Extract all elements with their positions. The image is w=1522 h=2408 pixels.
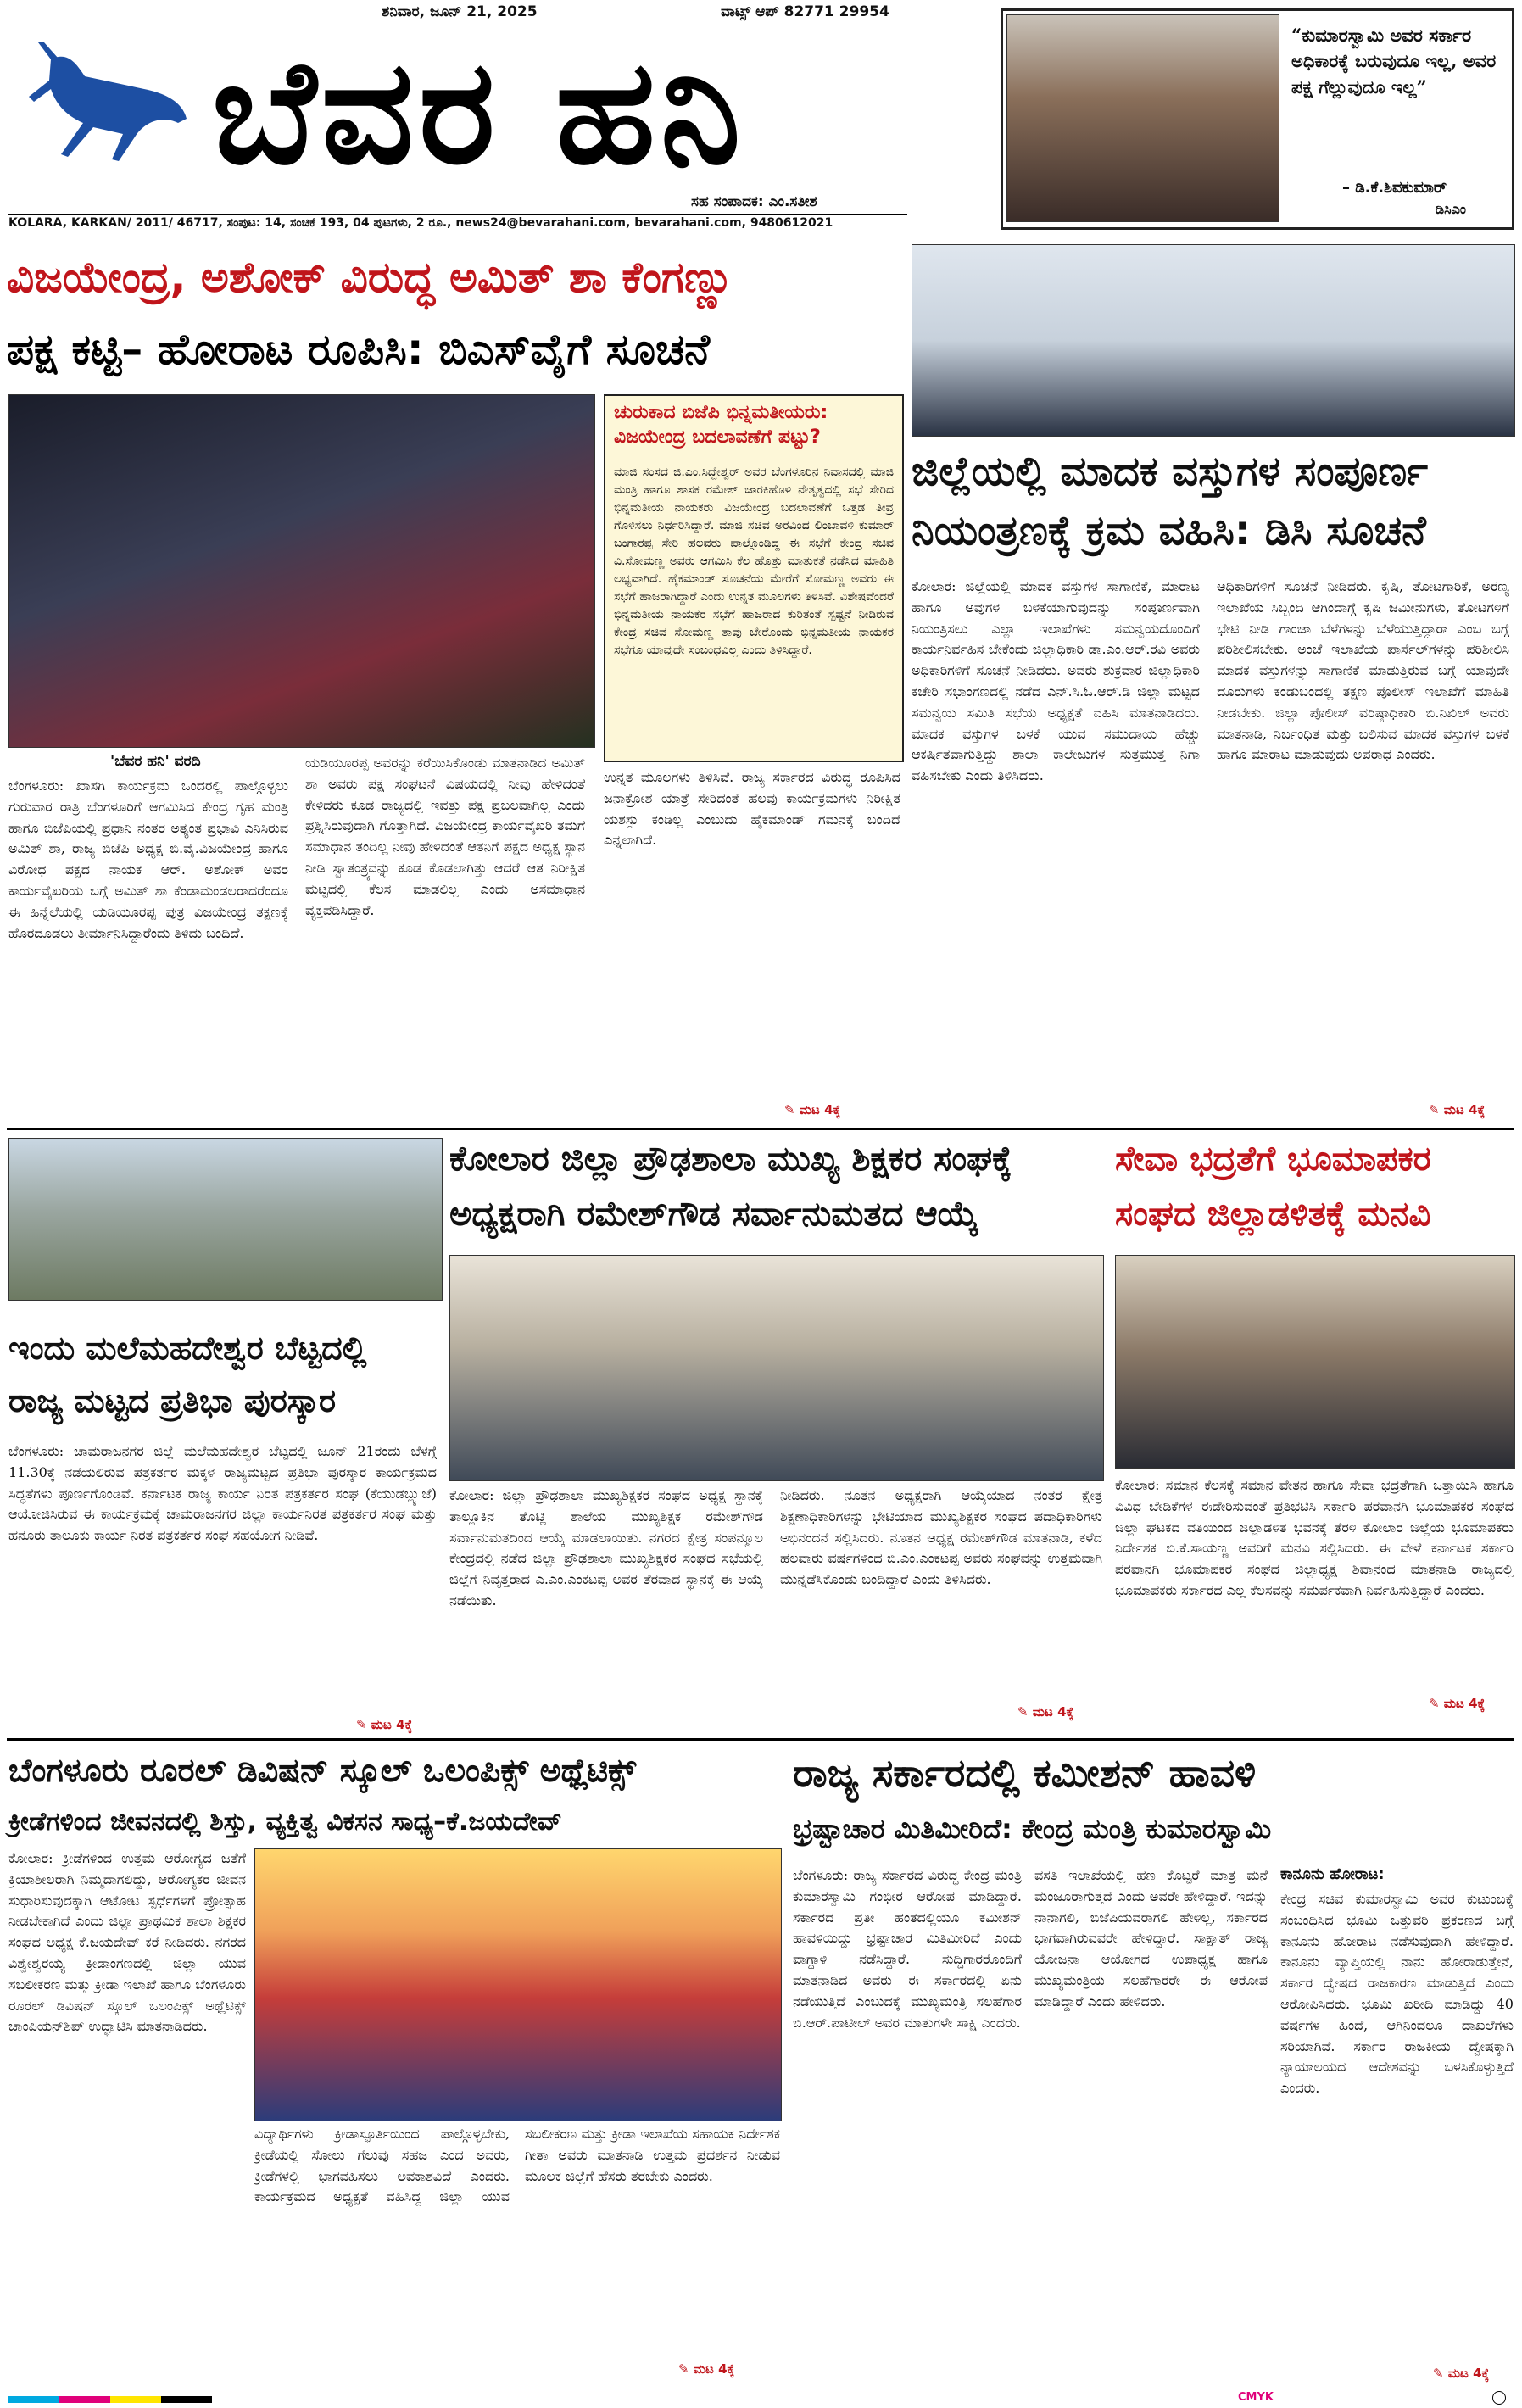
registration-mark-icon (1492, 2391, 1506, 2405)
drug-headline-1: ಜಿಲ್ಲೆಯಲ್ಲಿ ಮಾದಕ ವಸ್ತುಗಳ ಸಂಪೂರ್ಣ (912, 448, 1429, 495)
left-mid-continued[interactable]: ✎ ಮಟ 4ಕ್ಕೆ (356, 1717, 413, 1732)
legal-column-title: ಕಾನೂನು ಹೋರಾಟ: (1280, 1865, 1385, 1883)
footer-strip (0, 2389, 1522, 2408)
divider-row-1 (7, 1128, 1514, 1130)
commission-headline-2: ಭ್ರಷ್ಟಾಚಾರ ಮಿತಿಮೀರಿದೆ: ಕೇಂದ್ರ ಮಂತ್ರಿ ಕುಮಾರಸ್ವಾಮಿ (793, 1813, 1272, 1845)
olympics-stage-photo (254, 1848, 782, 2121)
quote-box (1001, 8, 1514, 230)
amit-shah-photo (8, 394, 595, 748)
color-strip-cyan (8, 2396, 59, 2403)
headmaster-group-photo (449, 1255, 1104, 1481)
sidebar-title: ಚುರುಕಾದ ಬಿಜೆಪಿ ಭಿನ್ನಮತೀಯರು: ವಿಜಯೇಂದ್ರ ಬದಲಾವಣೆಗೆ ಪಟ್ಟು? (614, 402, 828, 448)
drug-col-1: ಕೋಲಾರ: ಜಿಲ್ಲೆಯಲ್ಲಿ ಮಾದಕ ವಸ್ತುಗಳ ಸಾಗಾಣಿಕೆ, ಮಾರಾಟ ಹಾಗೂ ಅವುಗಳ ಬಳಕೆಯಾಗುವುದನ್ನು ಸಂಪೂರ್ಣವಾಗಿ ನಿಯಂತ್ರಿಸಲು ಎಲ್ಲಾ ಇಲಾಖೆಗಳು ಸಮನ್ವಯದೊಂದಿಗೆ ಕಾರ್ಯನಿರ್ವಹಿಸ ಬೇಕೆಂದು ಜಿಲ್ಲಾಧಿಕಾರಿ ಡಾ.ಎಂ.ಆರ್.ರವಿ ಅವರು ಅಧಿಕಾರಿಗಳಿಗೆ ಸೂಚನೆ ನೀಡಿದರು. ಅವರು ಶುಕ್ರವಾರ ಜಿಲ್ಲಾಧಿಕಾರಿ ಕಚೇರಿ ಸಭಾಂಗಣದಲ್ಲಿ ನಡೆದ ಎನ್.ಸಿ.ಓ.ಆರ್.ಡಿ ಜಿಲ್ಲಾ ಮಟ್ಟದ ಸಮನ್ವಯ ಸಮಿತಿ ಸಭೆಯ ಅಧ್ಯಕ್ಷತೆ ವಹಿಸಿ ಮಾತನಾಡಿದರು. ಮಾದಕ ವಸ್ತುಗಳ ಬಳಕೆ ಯುವ ಸಮುದಾಯ ಹೆಚ್ಚು ಆಕರ್ಷಿತವಾಗುತ್ತಿದ್ದು ಶಾಲಾ ಕಾಲೇಜುಗಳ ಸುತ್ತಮುತ್ತ ನಿಗಾ ವಹಿಸಬೇಕು ಎಂದು ತಿಳಿಸಿದರು. (912, 578, 1200, 784)
sidebar-text: ಮಾಜಿ ಸಂಸದ ಜಿ.ಎಂ.ಸಿದ್ದೇಶ್ವರ್ ಅವರ ಬೆಂಗಳೂರಿನ ನಿವಾಸದಲ್ಲಿ ಮಾಜಿ ಮಂತ್ರಿ ಹಾಗೂ ಶಾಸಕ ರಮೇಶ್ ಜಾರಕಿಹೊಳಿ ನೇತೃತ್ವದಲ್ಲಿ ಸಭೆ ಸೇರಿದ ಭಿನ್ನಮತೀಯ ನಾಯಕರು ವಿಜಯೇಂದ್ರ ಬದಲಾವಣೆಗೆ ಒತ್ತಡ ತೀವ್ರ ಗೊಳಿಸಲು ನಿರ್ಧರಿಸಿದ್ದಾರೆ. ಮಾಜಿ ಸಚಿವ ಅರವಿಂದ ಲಿಂಬಾವಳಿ ಕುಮಾರ್ ಬಂಗಾರಪ್ಪ ಸೇರಿ ಹಲವರು ಪಾಲ್ಗೊಂಡಿದ್ದ ಈ ಸಭೆಗೆ ಕೇಂದ್ರ ಸಚಿವ ವಿ.ಸೋಮಣ್ಣ ಅವರು ಆಗಮಿಸಿ ಕೆಲ ಹೊತ್ತು ಮಾತುಕತೆ ನಡೆಸಿದ ಮಾಹಿತಿ ಲಭ್ಯವಾಗಿದೆ. ಹೈಕಮಾಂಡ್ ಸೂಚನೆಯ ಮೇರೆಗೆ ಸೋಮಣ್ಣ ಅವರು ಈ ಸಭೆಗೆ ಹಾಜರಾಗಿದ್ದಾರೆ ಎಂದು ಉನ್ನತ ಮೂಲಗಳು ತಿಳಿಸಿವೆ. ವಿಶೇಷವೆಂದರೆ ಭಿನ್ನಮತೀಯ ನಾಯಕರ ಸಭೆಗೆ ಹಾಜರಾದ ಕುರಿತಂತೆ ಸ್ಪಷ್ಟನೆ ನೀಡಿರುವ ಕೇಂದ್ರ ಸಚಿವ ಸೋಮಣ್ಣ ತಾವು ಬೇರೊಂದು ಭಿನ್ನಮತೀಯ ನಾಯಕರ ಸಭೆಗೂ ಯಾವುದೇ ಸಂಬಂಧವಿಲ್ಲ ಎಂದು ತಿಳಿಸಿದ್ದಾರೆ. (614, 465, 894, 657)
left-mid-headline-2: ರಾಜ್ಯ ಮಟ್ಟದ ಪ್ರತಿಭಾ ಪುರಸ್ಕಾರ (8, 1382, 337, 1419)
male-mahadeshwara-photo (8, 1138, 443, 1301)
color-strip-yellow (110, 2396, 161, 2403)
drug-continued[interactable]: ✎ ಮಟ 4ಕ್ಕೆ (1429, 1102, 1486, 1118)
headmaster-continued[interactable]: ✎ ಮಟ 4ಕ್ಕೆ (1017, 1704, 1074, 1720)
commission-col-1: ಬೆಂಗಳೂರು: ರಾಜ್ಯ ಸರ್ಕಾರದ ವಿರುದ್ಧ ಕೇಂದ್ರ ಮಂತ್ರಿ ಕುಮಾರಸ್ವಾಮಿ ಗಂಭೀರ ಆರೋಪ ಮಾಡಿದ್ದಾರೆ. ಸರ್ಕಾರದ ಪ್ರತೀ ಹಂತದಲ್ಲಿಯೂ ಕಮೀಶನ್ ಹಾವಳಿಯಿದ್ದು ಭ್ರಷ್ಟಾಚಾರ ಮಿತಿಮೀರಿದೆ ಎಂದು ವಾಗ್ದಾಳಿ ನಡೆಸಿದ್ದಾರೆ. ಸುದ್ದಿಗಾರರೊಂದಿಗೆ ಮಾತನಾಡಿದ ಅವರು ಈ ಸರ್ಕಾರದಲ್ಲಿ ಏನು ನಡೆಯುತ್ತಿದೆ ಎಂಬುದಕ್ಕೆ ಮುಖ್ಯಮಂತ್ರಿ ಸಲಹೆಗಾರ ಬಿ.ಆರ್.ಪಾಟೀಲ್ ಅವರ ಮಾತುಗಳೇ ಸಾಕ್ಷಿ ಎಂದರು. (793, 1867, 1022, 2031)
dc-meeting-photo (912, 244, 1515, 437)
seva-continued[interactable]: ✎ ಮಟ 4ಕ್ಕೆ (1429, 1696, 1486, 1711)
lead-headline-2: ಪಕ್ಷ ಕಟ್ಟಿ– ಹೋರಾಟ ರೂಪಿಸಿ: ಬಿಎಸ್‌ವೈಗೆ ಸೂಚನೆ (7, 325, 710, 374)
lead-continued[interactable]: ✎ ಮಟ 4ಕ್ಕೆ (784, 1102, 841, 1118)
olympics-headline-1: ಬೆಂಗಳೂರು ರೂರಲ್ ಡಿವಿಷನ್ ಸ್ಕೂಲ್ ಒಲಂಪಿಕ್ಸ್ ಅಥ್ಲೆಟಿಕ್ಸ್ (8, 1752, 637, 1789)
registration-line: KOLARA, KARKAN/ 2011/ 46717, ಸಂಪುಟ: 14, ಸಂಚಿಕೆ 193, 04 ಪುಟಗಳು, 2 ರೂ., news24@bevarahani.com, bevarahani.com, 9480612021 (8, 216, 833, 230)
divider-row-2 (7, 1738, 1514, 1741)
olympics-col-2: ವಿದ್ಯಾರ್ಥಿಗಳು ಕ್ರೀಡಾಸ್ಫೂರ್ತಿಯಿಂದ ಪಾಲ್ಗೊಳ್ಳಬೇಕು, ಕ್ರೀಡೆಯಲ್ಲಿ ಸೋಲು ಗೆಲುವು ಸಹಜ ಎಂದ ಅವರು, ಕ್ರೀಡೆಗಳಲ್ಲಿ ಭಾಗವಹಿಸಲು ಅವಕಾಶವಿದೆ ಎಂದರು. ಕಾರ್ಯಕ್ರಮದ ಅಧ್ಯಕ್ಷತೆ ವಹಿಸಿದ್ದ ಜಿಲ್ಲಾ ಯುವ ಸಬಲೀಕರಣ ಮತ್ತು ಕ್ರೀಡಾ ಇಲಾಖೆಯ ಸಹಾಯಕ ನಿರ್ದೇಶಕ ಗೀತಾ ಅವರು ಮಾತನಾಡಿ ಉತ್ತಮ ಪ್ರದರ್ಶನ ನೀಡುವ ಮೂಲಕ ಜಿಲ್ಲೆಗೆ ಹೆಸರು ತರಬೇಕು ಎಂದರು. (254, 2126, 780, 2205)
color-strip-magenta (59, 2396, 110, 2403)
olympics-continued[interactable]: ✎ ಮಟ 4ಕ್ಕೆ (678, 2361, 735, 2377)
newspaper-title: ಬೆವರ ಹನಿ (212, 29, 746, 197)
lead-headline-1: ವಿಜಯೇಂದ್ರ, ಅಶೋಕ್ ವಿರುದ್ಧ ಅಮಿತ್ ಶಾ ಕೆಂಗಣ್ಣು (7, 253, 734, 302)
drug-col-2: ಅಧಿಕಾರಿಗಳಿಗೆ ಸೂಚನೆ ನೀಡಿದರು. ಕೃಷಿ, ತೋಟಗಾರಿಕೆ, ಅರಣ್ಯ ಇಲಾಖೆಯ ಸಿಬ್ಬಂದಿ ಆಗಿಂದಾಗ್ಗೆ ಕೃಷಿ ಜಮೀನುಗಳು, ತೋಟಗಳಿಗೆ ಭೇಟಿ ನೀಡಿ ಗಾಂಜಾ ಬೆಳೆಗಳನ್ನು ಬೆಳೆಯುತ್ತಿದ್ದಾರಾ ಎಂಬ ಬಗ್ಗೆ ಪರಿಶೀಲಿಸಬೇಕು. ಅಂಚೆ ಇಲಾಖೆಯ ಪಾರ್ಸೆಲ್‌ಗಳನ್ನು ಪರಿಶೀಲಿಸಿ ಮಾದಕ ವಸ್ತುಗಳನ್ನು ಸಾಗಾಣಿಕೆ ಮಾಡುತ್ತಿರುವ ಬಗ್ಗೆ ಯಾವುದೇ ದೂರುಗಳು ಕಂಡುಬಂದಲ್ಲಿ ತಕ್ಷಣ ಪೊಲೀಸ್ ಇಲಾಖೆಗೆ ಮಾಹಿತಿ ನೀಡಬೇಕು. ಜಿಲ್ಲಾ ಪೊಲೀಸ್ ವರಿಷ್ಠಾಧಿಕಾರಿ ಬಿ.ನಿಖಿಲ್ ಅವರು ಮಾತನಾಡಿ, ನಿರ್ಬಂಧಿತ ಮತ್ತು ಬಲಿಸುವ ಮಾದಕ ವಸ್ತುಗಳ ಬಳಕೆ ಹಾಗೂ ಮಾರಾಟ ಮಾಡುವುದು ಅಪರಾಧ ಎಂದರು. (1217, 578, 1509, 763)
olympics-headline-2: ಕ್ರೀಡೆಗಳಿಂದ ಜೀವನದಲ್ಲಿ ಶಿಸ್ತು, ವ್ಯಕ್ತಿತ್ವ ವಿಕಸನ ಸಾಧ್ಯ–ಕೆ.ಜಯದೇವ್ (8, 1807, 562, 1837)
issue-date: ಶನಿವಾರ, ಜೂನ್ 21, 2025 (382, 3, 538, 20)
quote-text: “ಕುಮಾರಸ್ವಾಮಿ ಅವರ ಸರ್ಕಾರ ಅಧಿಕಾರಕ್ಕೆ ಬರುವುದೂ ಇಲ್ಲ, ಅವರ ಪಕ್ಷ ಗೆಲ್ಲುವುದೂ ಇಲ್ಲ” (1291, 25, 1497, 98)
seva-headline-2: ಸಂಘದ ಜಿಲ್ಲಾಡಳಿತಕ್ಕೆ ಮನವಿ (1115, 1195, 1431, 1234)
sidebar-box (604, 394, 904, 762)
quote-attribution: – ಡಿ.ಕೆ.ಶಿವಕುಮಾರ್ (1342, 179, 1447, 197)
legal-column-text: ಕೇಂದ್ರ ಸಚಿವ ಕುಮಾರಸ್ವಾಮಿ ಅವರ ಕುಟುಂಬಕ್ಕೆ ಸಂಬಂಧಿಸಿದ ಭೂಮಿ ಒತ್ತುವರಿ ಪ್ರಕರಣದ ಬಗ್ಗೆ ಕಾನೂನು ಹೋರಾಟ ನಡೆಸುವುದಾಗಿ ಹೇಳಿದ್ದಾರೆ. ಕಾನೂನು ವ್ಯಾಪ್ತಿಯಲ್ಲಿ ನಾನು ಹೋರಾಡುತ್ತೇನೆ, ಸರ್ಕಾರ ದ್ವೇಷದ ರಾಜಕಾರಣ ಮಾಡುತ್ತಿದೆ ಎಂದು ಆರೋಪಿಸಿದರು. ಭೂಮಿ ಖರೀದಿ ಮಾಡಿದ್ದು 40 ವರ್ಷಗಳ ಹಿಂದೆ, ಆಗಿನಿಂದಲೂ ದಾಖಲೆಗಳು ಸರಿಯಾಗಿವೆ. ಸರ್ಕಾರ ರಾಜಕೀಯ ದ್ವೇಷಕ್ಕಾಗಿ ನ್ಯಾಯಾಲಯದ ಆದೇಶವನ್ನು ಬಳಸಿಕೊಳ್ಳುತ್ತಿದೆ ಎಂದರು. (1280, 1891, 1514, 2097)
seva-headline-1: ಸೇವಾ ಭದ್ರತೆಗೆ ಭೂಮಾಪಕರ (1115, 1140, 1431, 1179)
lead-col-2: ಯಡಿಯೂರಪ್ಪ ಅವರನ್ನು ಕರೆಯಿಸಿಕೊಂಡು ಮಾತನಾಡಿದ ಅಮಿತ್ ಶಾ ಅವರು ಪಕ್ಷ ಸಂಘಟನೆ ವಿಷಯದಲ್ಲಿ ನೀವು ಹೇಳಿದಂತೆ ಕೇಳಿದರು ಕೂಡ ರಾಜ್ಯದಲ್ಲಿ ಇವತ್ತು ಪಕ್ಷ ಪ್ರಬಲವಾಗಿಲ್ಲ ಎಂದು ಪ್ರಶ್ನಿಸಿರುವುದಾಗಿ ಗೊತ್ತಾಗಿದೆ. ವಿಜಯೇಂದ್ರ ಕಾರ್ಯವೈಖರಿ ತಮಗೆ ಸಮಾಧಾನ ತಂದಿಲ್ಲ ನೀವು ಹೇಳಿದಂತೆ ಆತನಿಗೆ ಪಕ್ಷದ ಅಧ್ಯಕ್ಷ ಸ್ಥಾನ ನೀಡಿ ಸ್ವಾತಂತ್ರ್ಯವನ್ನು ಕೂಡ ಕೊಡಲಾಗಿತ್ತು ಆದರೆ ಆತ ನಿರೀಕ್ಷಿತ ಮಟ್ಟದಲ್ಲಿ ಕೆಲಸ ಮಾಡಲಿಲ್ಲ ಎಂದು ಅಸಮಾಧಾನ ವ್ಯಕ್ತಪಡಿಸಿದ್ದಾರೆ. (305, 755, 585, 918)
olympics-col-1: ಕೋಲಾರ: ಕ್ರೀಡೆಗಳಿಂದ ಉತ್ತಮ ಆರೋಗ್ಯದ ಜತೆಗೆ ಕ್ರಿಯಾಶೀಲರಾಗಿ ನಿಮ್ಮದಾಗಲಿದ್ದು, ಆರೋಗ್ಯಕರ ಜೀವನ ಸುಧಾರಿಸುವುದಕ್ಕಾಗಿ ಆಟೋಟ ಸ್ಪರ್ಧೆಗಳಿಗೆ ಪ್ರೋತ್ಸಾಹ ನೀಡಬೇಕಾಗಿದೆ ಎಂದು ಜಿಲ್ಲಾ ಪ್ರಾಥಮಿಕ ಶಾಲಾ ಶಿಕ್ಷಕರ ಸಂಘದ ಅಧ್ಯಕ್ಷ ಕೆ.ಜಯದೇವ್ ಕರೆ ನೀಡಿದರು. ನಗರದ ವಿಶ್ವೇಶ್ವರಯ್ಯ ಕ್ರೀಡಾಂಗಣದಲ್ಲಿ ಜಿಲ್ಲಾ ಯುವ ಸಬಲೀಕರಣ ಮತ್ತು ಕ್ರೀಡಾ ಇಲಾಖೆ ಹಾಗೂ ಬೆಂಗಳೂರು ರೂರಲ್ ಡಿವಿಷನ್ ಸ್ಕೂಲ್ ಒಲಂಪಿಕ್ಸ್ ಅಥ್ಲೆಟಿಕ್ಸ್ ಚಾಂಪಿಯನ್‌ಶಿಪ್ ಉದ್ಘಾಟಿಸಿ ಮಾತನಾಡಿದರು. (8, 1850, 246, 2035)
seva-text: ಕೋಲಾರ: ಸಮಾನ ಕೆಲಸಕ್ಕೆ ಸಮಾನ ವೇತನ ಹಾಗೂ ಸೇವಾ ಭದ್ರತೆಗಾಗಿ ಒತ್ತಾಯಿಸಿ ಹಾಗೂ ವಿವಿಧ ಬೇಡಿಕೆಗಳ ಈಡೇರಿಸುವಂತೆ ಪ್ರತಿಭಟಿಸಿ ಸರ್ಕಾರಿ ಪರವಾನಗಿ ಭೂಮಾಪಕರ ಸಂಘದ ಜಿಲ್ಲಾ ಘಟಕದ ವತಿಯಿಂದ ಜಿಲ್ಲಾಡಳಿತ ಭವನಕ್ಕೆ ತೆರಳಿ ಕೋಲಾರ ಜಿಲ್ಲೆಯ ಭೂಮಾಪಕರು ನಿರ್ದೇಶಕ ಬಿ.ಕೆ.ಸಾಯಣ್ಣ ಅವರಿಗೆ ಮನವಿ ಸಲ್ಲಿಸಿದರು. ಈ ವೇಳೆ ಕರ್ನಾಟಕ ಸರ್ಕಾರಿ ಪರವಾನಗಿ ಭೂಮಾಪಕರ ಸಂಘದ ಜಿಲ್ಲಾಧ್ಯಕ್ಷ ಶಿವಾನಂದ ಮಾತನಾಡಿ ರಾಜ್ಯದಲ್ಲಿ ಭೂಮಾಪಕರು ಸರ್ಕಾರದ ಎಲ್ಲ ಕೆಲಸವನ್ನು ಸಮರ್ಪಕವಾಗಿ ನಿರ್ವಹಿಸುತ್ತಿದ್ದಾರೆ ಎಂದರು. (1115, 1477, 1514, 1598)
left-mid-text: ಬೆಂಗಳೂರು: ಚಾಮರಾಜನಗರ ಜಿಲ್ಲೆ ಮಲೆಮಹದೇಶ್ವರ ಬೆಟ್ಟದಲ್ಲಿ ಜೂನ್ 21ರಂದು ಬೆಳಗ್ಗೆ 11.30ಕ್ಕೆ ನಡೆಯಲಿರುವ ಪತ್ರಕರ್ತರ ಮಕ್ಕಳ ರಾಜ್ಯಮಟ್ಟದ ಪ್ರತಿಭಾ ಪುರಸ್ಕಾರ ಕಾರ್ಯಕ್ರಮದ ಸಿದ್ಧತೆಗಳು ಪೂರ್ಣಗೊಂಡಿವೆ. ಕರ್ನಾಟಕ ರಾಜ್ಯ ಕಾರ್ಯ ನಿರತ ಪತ್ರಕರ್ತರ ಸಂಘ (ಕೆಯುಡಬ್ಲ್ಯುಜೆ) ಆಯೋಜಿಸಿರುವ ಈ ಕಾರ್ಯಕ್ರಮಕ್ಕೆ ಚಾಮರಾಜನಗರ ಜಿಲ್ಲಾ ಕಾರ್ಯನಿರತ ಪತ್ರಕರ್ತರ ಸಂಘ ಮತ್ತು ಹನೂರು ತಾಲೂಕು ಕಾರ್ಯ ನಿರತ ಪತ್ರಕರ್ತರ ಸಂಘ ಸಹಯೋಗ ನೀಡಿವೆ. (8, 1443, 437, 1544)
quote-portrait (1006, 14, 1279, 222)
cmyk-label: CMYK (1238, 2391, 1274, 2404)
headmaster-col-2: ನೀಡಿದರು. ನೂತನ ಅಧ್ಯಕ್ಷರಾಗಿ ಆಯ್ಕೆಯಾದ ನಂತರ ಕ್ಷೇತ್ರ ಶಿಕ್ಷಣಾಧಿಕಾರಿಗಳನ್ನು ಭೇಟಿಯಾದ ಮುಖ್ಯಶಿಕ್ಷಕರ ಸಂಘದ ಪದಾಧಿಕಾರಿಗಳು ಅಭಿನಂದನೆ ಸಲ್ಲಿಸಿದರು. ನೂತನ ಅಧ್ಯಕ್ಷ ರಮೇಶ್‌ಗೌಡ ಮಾತನಾಡಿ, ಕಳೆದ ಹಲವಾರು ವರ್ಷಗಳಿಂದ ಬಿ.ಎಂ.ಎಂಕಟಪ್ಪ ಅವರು ಸಂಘವನ್ನು ಉತ್ತಮವಾಗಿ ಮುನ್ನಡೆಸಿಕೊಂಡು ಬಂದಿದ್ದಾರೆ ಎಂದು ತಿಳಿಸಿದರು. (780, 1487, 1102, 1588)
color-strip-black (161, 2396, 212, 2403)
left-mid-headline-1: ಇಂದು ಮಲೆಮಹದೇಶ್ವರ ಬೆಟ್ಟದಲ್ಲಿ (8, 1329, 367, 1367)
antelope-logo-icon (17, 42, 203, 170)
commission-col-2: ವಸತಿ ಇಲಾಖೆಯಲ್ಲಿ ಹಣ ಕೊಟ್ಟರೆ ಮಾತ್ರ ಮನೆ ಮಂಜೂರಾಗುತ್ತದೆ ಎಂದು ಅವರೇ ಹೇಳಿದ್ದಾರೆ. ಇದನ್ನು ನಾನಾಗಲಿ, ಬಿಜೆಪಿಯವರಾಗಲಿ ಹೇಳಿಲ್ಲ, ಸರ್ಕಾರದ ಭಾಗವಾಗಿರುವವರೇ ಹೇಳಿದ್ದಾರೆ. ಸಾಕ್ಷಾತ್ ರಾಜ್ಯ ಯೋಜನಾ ಆಯೋಗದ ಉಪಾಧ್ಯಕ್ಷ ಹಾಗೂ ಮುಖ್ಯಮಂತ್ರಿಯ ಸಲಹೆಗಾರರೇ ಈ ಆರೋಪ ಮಾಡಿದ್ದಾರೆ ಎಂದು ಹೇಳಿದರು. (1034, 1867, 1268, 2009)
quote-designation: ಡಿಸಿಎಂ (1436, 201, 1466, 217)
lead-col-3: ಉನ್ನತ ಮೂಲಗಳು ತಿಳಿಸಿವೆ. ರಾಜ್ಯ ಸರ್ಕಾರದ ವಿರುದ್ಧ ರೂಪಿಸಿದ ಜನಾಕ್ರೋಶ ಯಾತ್ರೆ ಸೇರಿದಂತೆ ಹಲವು ಕಾರ್ಯಕ್ರಮಗಳು ನಿರೀಕ್ಷಿತ ಯಶಸ್ಸು ಕಂಡಿಲ್ಲ ಎಂಬುದು ಹೈಕಮಾಂಡ್ ಗಮನಕ್ಕೆ ಬಂದಿದೆ ಎನ್ನಲಾಗಿದೆ. (604, 769, 900, 849)
headmaster-headline-2: ಅಧ್ಯಕ್ಷರಾಗಿ ರಮೇಶ್‌ಗೌಡ ಸರ್ವಾನುಮತದ ಆಯ್ಕೆ (449, 1195, 978, 1234)
seva-protest-photo (1115, 1255, 1515, 1469)
commission-headline-1: ರಾಜ್ಯ ಸರ್ಕಾರದಲ್ಲಿ ಕಮೀಶನ್ ಹಾವಳಿ (793, 1750, 1257, 1796)
headmaster-headline-1: ಕೋಲಾರ ಜಿಲ್ಲಾ ಪ್ರೌಢಶಾಲಾ ಮುಖ್ಯ ಶಿಕ್ಷಕರ ಸಂಘಕ್ಕೆ (449, 1140, 1012, 1179)
commission-continued[interactable]: ✎ ಮಟ 4ಕ್ಕೆ (1433, 2366, 1490, 2381)
drug-headline-2: ನಿಯಂತ್ರಣಕ್ಕೆ ಕ್ರಮ ವಹಿಸಿ: ಡಿಸಿ ಸೂಚನೆ (912, 507, 1426, 555)
lead-col-1: ಬೆಂಗಳೂರು: ಖಾಸಗಿ ಕಾರ್ಯಕ್ರಮ ಒಂದರಲ್ಲಿ ಪಾಲ್ಗೊಳ್ಳಲು ಗುರುವಾರ ರಾತ್ರಿ ಬೆಂಗಳೂರಿಗೆ ಆಗಮಿಸಿದ ಕೇಂದ್ರ ಗೃಹ ಮಂತ್ರಿ ಹಾಗೂ ಬಿಜೆಪಿಯಲ್ಲಿ ಪ್ರಧಾನಿ ನಂತರ ಅತ್ಯಂತ ಪ್ರಭಾವಿ ಎನಿಸಿರುವ ಅಮಿತ್ ಶಾ, ರಾಜ್ಯ ಬಿಜೆಪಿ ಅಧ್ಯಕ್ಷ ಬಿ.ವೈ.ವಿಜಯೇಂದ್ರ ಹಾಗೂ ವಿರೋಧ ಪಕ್ಷದ ನಾಯಕ ಆರ್. ಅಶೋಕ್ ಅವರ ಕಾರ್ಯವೈಖರಿಯ ಬಗ್ಗೆ ಅಮಿತ್ ಶಾ ಕೆಂಡಾಮಂಡಲರಾದರೆಂದೂ ಈ ಹಿನ್ನೆಲೆಯಲ್ಲಿ ಯಡಿಯೂರಪ್ಪ ಪುತ್ರ ವಿಜಯೇಂದ್ರ ತಕ್ಷಣಕ್ಕೆ ಹೊರದೂಡಲು ತೀರ್ಮಾನಿಸಿದ್ದಾರೆಂದು ತಿಳಿದು ಬಂದಿದೆ. (8, 778, 288, 941)
masthead-rule (8, 214, 907, 215)
lead-byline: 'ಬೆವರ ಹನಿ' ವರದಿ (110, 753, 201, 770)
headmaster-col-1: ಕೋಲಾರ: ಜಿಲ್ಲಾ ಪ್ರೌಢಶಾಲಾ ಮುಖ್ಯಶಿಕ್ಷಕರ ಸಂಘದ ಅಧ್ಯಕ್ಷ ಸ್ಥಾನಕ್ಕೆ ತಾಲ್ಲೂಕಿನ ತೊಟ್ಲಿ ಶಾಲೆಯ ಮುಖ್ಯಶಿಕ್ಷಕ ರಮೇಶ್‌ಗೌಡ ಸರ್ವಾನುಮತದಿಂದ ಆಯ್ಕೆ ಮಾಡಲಾಯಿತು. ನಗರದ ಕ್ಷೇತ್ರ ಸಂಪನ್ಮೂಲ ಕೇಂದ್ರದಲ್ಲಿ ನಡೆದ ಜಿಲ್ಲಾ ಪ್ರೌಢಶಾಲಾ ಮುಖ್ಯಶಿಕ್ಷಕರ ಸಂಘದ ಸಭೆಯಲ್ಲಿ ಜಿಲ್ಲೆಗೆ ನಿವೃತ್ತರಾದ ಎ.ಎಂ.ಎಂಕಟಪ್ಪ ಅವರ ತೆರವಾದ ಸ್ಥಾನಕ್ಕೆ ಈ ಆಯ್ಕೆ ನಡೆಯಿತು. (449, 1487, 763, 1608)
whatsapp-number: ವಾಟ್ಸ್ ಆಪ್ 82771 29954 (721, 3, 889, 20)
co-editor: ಸಹ ಸಂಪಾದಕ: ಎಂ.ಸತೀಶ (691, 193, 817, 210)
